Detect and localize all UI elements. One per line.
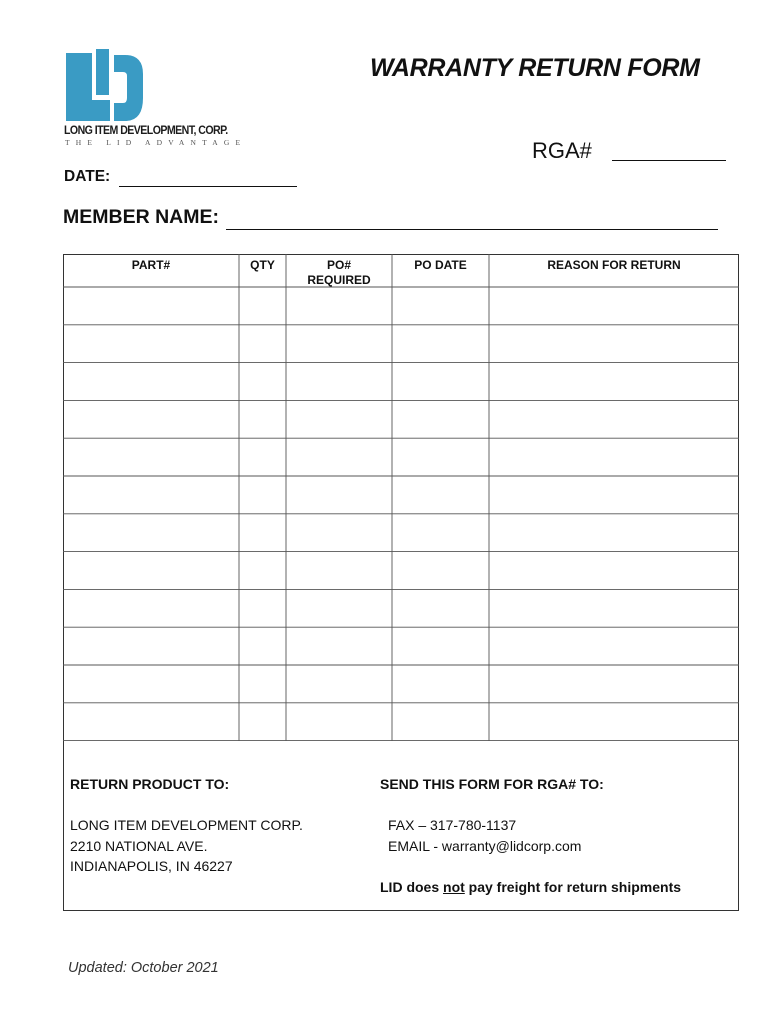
table-cell-po[interactable] (287, 704, 391, 740)
send-form-title: SEND THIS FORM FOR RGA# TO: (380, 776, 604, 792)
table-cell-qty[interactable] (240, 477, 285, 513)
table-cell-po[interactable] (287, 439, 391, 475)
table-cell-po-date[interactable] (393, 553, 488, 589)
table-cell-po-date[interactable] (393, 704, 488, 740)
table-cell-qty[interactable] (240, 364, 285, 400)
table-cell-part[interactable] (64, 590, 238, 626)
table-cell-part[interactable] (64, 628, 238, 664)
table-cell-po-date[interactable] (393, 288, 488, 324)
column-header-po-required (286, 258, 392, 288)
table-cell-po-date[interactable] (393, 477, 488, 513)
table-cell-qty[interactable] (240, 628, 285, 664)
return-address (70, 815, 303, 877)
table-cell-qty[interactable] (240, 590, 285, 626)
logo-company-name: LONG ITEM DEVELOPMENT, CORP. (64, 125, 228, 137)
table-cell-part[interactable] (64, 326, 238, 362)
table-cell-part[interactable] (64, 704, 238, 740)
table-cell-po[interactable] (287, 288, 391, 324)
logo-letter-d (114, 55, 143, 121)
email-address: EMAIL - warranty@lidcorp.com (388, 837, 582, 854)
member-name-input-line[interactable] (226, 229, 718, 230)
logo-tagline: THE LID ADVANTAGE (65, 138, 247, 147)
table-cell-part[interactable] (64, 515, 238, 551)
table-cell-po[interactable] (287, 401, 391, 437)
table-cell-qty[interactable] (240, 515, 285, 551)
table-cell-reason[interactable] (490, 401, 738, 437)
table-cell-reason[interactable] (490, 326, 738, 362)
table-cell-qty[interactable] (240, 401, 285, 437)
table-cell-reason[interactable] (490, 590, 738, 626)
updated-note: Updated: October 2021 (68, 960, 219, 976)
column-header-qty: QTY (250, 258, 275, 272)
table-cell-part[interactable] (64, 666, 238, 702)
column-header-po-date: PO DATE (414, 258, 467, 272)
table-cell-po-date[interactable] (393, 515, 488, 551)
freight-note-emphasis: not (443, 879, 465, 895)
table-cell-qty[interactable] (240, 439, 285, 475)
logo-letter-i (96, 49, 109, 95)
table-cell-po-date[interactable] (393, 364, 488, 400)
table-cell-po[interactable] (287, 666, 391, 702)
table-cell-qty[interactable] (240, 288, 285, 324)
table-cell-po[interactable] (287, 515, 391, 551)
lid-logo-mark (63, 48, 145, 124)
return-items-table (63, 254, 739, 911)
table-cell-reason[interactable] (490, 704, 738, 740)
column-header-po-line2: REQUIRED (307, 273, 371, 287)
table-cell-part[interactable] (64, 477, 238, 513)
address-line: INDIANAPOLIS, IN 46227 (70, 858, 233, 874)
table-cell-part[interactable] (64, 401, 238, 437)
table-cell-qty[interactable] (240, 704, 285, 740)
table-cell-po-date[interactable] (393, 666, 488, 702)
table-cell-po[interactable] (287, 590, 391, 626)
table-cell-po-date[interactable] (393, 590, 488, 626)
return-product-title: RETURN PRODUCT TO: (70, 776, 230, 792)
table-cell-part[interactable] (64, 439, 238, 475)
rga-label: RGA# (532, 138, 592, 163)
form-title: WARRANTY RETURN FORM (370, 54, 700, 82)
table-cell-reason[interactable] (490, 666, 738, 702)
date-input-line[interactable] (119, 186, 297, 187)
table-cell-po-date[interactable] (393, 401, 488, 437)
table-cell-po[interactable] (287, 628, 391, 664)
table-cell-qty[interactable] (240, 326, 285, 362)
company-logo (63, 48, 247, 148)
fax-number: FAX – 317-780-1137 (388, 817, 517, 833)
send-contact-info (388, 815, 581, 856)
table-cell-po[interactable] (287, 477, 391, 513)
member-name-label: MEMBER NAME: (63, 206, 219, 228)
table-cell-reason[interactable] (490, 553, 738, 589)
address-line: LONG ITEM DEVELOPMENT CORP. (70, 817, 303, 833)
rga-input-line[interactable] (612, 160, 726, 161)
table-cell-qty[interactable] (240, 553, 285, 589)
column-header-po-line1: PO# (326, 258, 351, 272)
table-cell-reason[interactable] (490, 364, 738, 400)
table-cell-part[interactable] (64, 288, 238, 324)
table-cell-reason[interactable] (490, 628, 738, 664)
table-cell-po[interactable] (287, 364, 391, 400)
freight-note-after: pay freight for return shipments (464, 879, 682, 895)
table-cell-part[interactable] (64, 553, 238, 589)
table-cell-po-date[interactable] (393, 326, 488, 362)
table-cell-reason[interactable] (490, 439, 738, 475)
column-header-reason: REASON FOR RETURN (547, 258, 681, 272)
freight-note-before: LID does (380, 879, 444, 895)
table-cell-po[interactable] (287, 553, 391, 589)
table-cell-reason[interactable] (490, 515, 738, 551)
table-cell-reason[interactable] (490, 477, 738, 513)
date-label: DATE: (64, 168, 111, 185)
address-line: 2210 NATIONAL AVE. (70, 837, 208, 854)
freight-note (380, 879, 681, 895)
table-cell-po-date[interactable] (393, 439, 488, 475)
table-cell-po-date[interactable] (393, 628, 488, 664)
table-cell-qty[interactable] (240, 666, 285, 702)
table-cell-reason[interactable] (490, 288, 738, 324)
table-cell-po[interactable] (287, 326, 391, 362)
column-header-part: PART# (131, 258, 171, 272)
table-cell-part[interactable] (64, 364, 238, 400)
